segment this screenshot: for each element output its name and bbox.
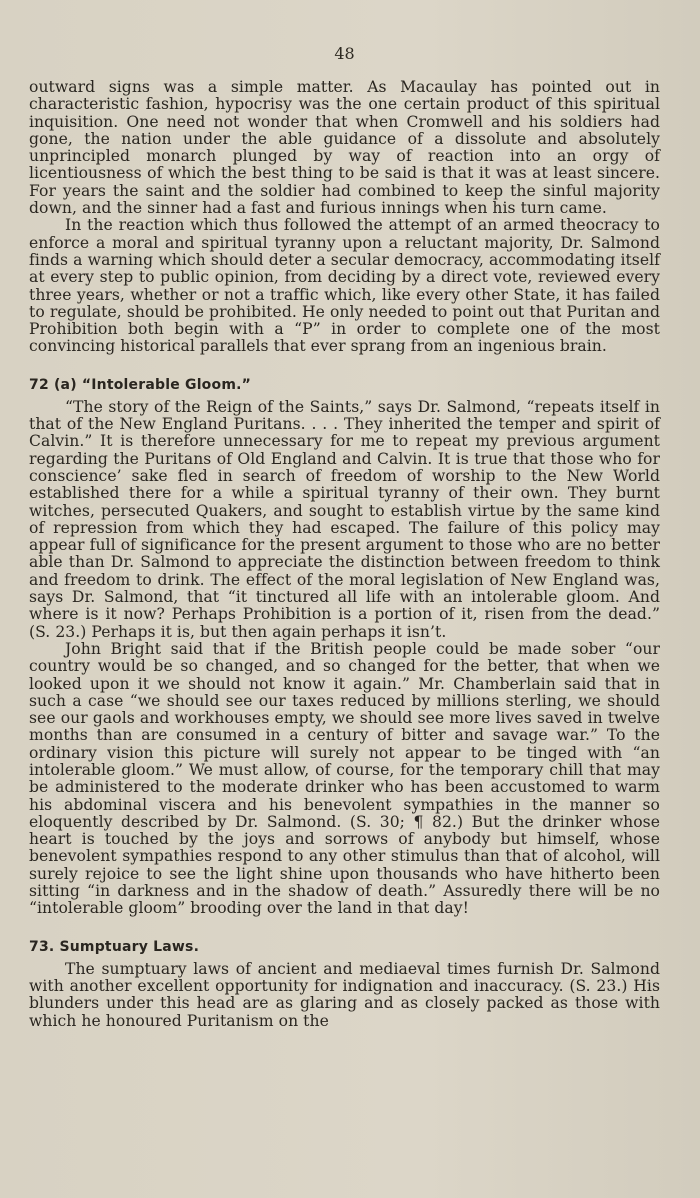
- paragraph-new-england: “The story of the Reign of the Saints,” says Dr. Salmond, “repeats itself in that of the New England Puritans. . . . They inherited the temper and spirit of Calvin.” It is therefore unnecessary for me to repeat my previous argument regarding the Puritans of Old England and Calvin. It is true that those who for conscience’ sake fled in search of freedom of worship to the New World established there for a while a spiritual tyranny of their own. They burnt witches, persecuted Quakers, and sought to establish virtue by the same kind of repression from which they had escaped. The failure of this policy may appear full of significance for the present argument to those who are no better able than Dr. Salmond to appreciate the distinction between freedom to think and freedom to drink. The effect of the moral legislation of New England was, says Dr. Salmond, that “it tinctured all life with an intolerable gloom. And where is it now? Perhaps Prohibition is a portion of it, risen from the dead.” (S. 23.) Perhaps it is, but then again perhaps it isn’t.: [29, 397, 660, 641]
- section-73-heading: 73. Sumptuary Laws.: [29, 938, 200, 955]
- paragraph-sumptuary: The sumptuary laws of ancient and mediaeval times furnish Dr. Salmond with another excellent opportunity for indignation and inaccuracy. (S. 23.) His blunders under this head are as glaring and as closely packed as those with which he honoured Puritanism on the: [29, 959, 660, 1030]
- paragraph-john-bright: John Bright said that if the British people could be made sober “our country would be so changed, and so changed for the better, that when we looked upon it we should not know it again.” Mr. Chamberlain said that in such a case “we should see our taxes reduced by millions sterling, we should see our gaols and workhouses empty, we should see more lives saved in twelve months than are consumed in a century of bitter and savage war.” To the ordinary vision this picture will surely not appear to be tinged with “an intolerable gloom.” We must allow, of course, for the temporary chill that may be administered to the moderate drinker who has been accustomed to warm his abdominal viscera and his benevolent sympathies in the manner so eloquently described by Dr. Salmond. (S. 30; ¶ 82.) But the drinker whose heart is touched by the joys and sorrows of anybody but himself, whose benevolent sympathies respond to any other stimulus than that of alcohol, will surely rejoice to see the light shine upon thousands who have hitherto been sitting “in darkness and in the shadow of death.” Assuredly there will be no “intolerable gloom” brooding over the land in that day!: [29, 639, 660, 918]
- page-number: 48: [334, 44, 355, 63]
- paragraph-continued: outward signs was a simple matter. As Macaulay has pointed out in characteristic fashion, hypocrisy was the one certain product of this spiritual inquisition. One need not wonder that when Cromwell and his soldiers had gone, the nation under the able guidance of a dissolute and absolutely unprincipled monarch plunged by way of reaction into an orgy of licentiousness of which the best thing to be said is that it was at least sincere. For years the saint and the soldier had combined to keep the sinful majority down, and the sinner had a fast and furious innings when his turn came.: [29, 78, 660, 218]
- section-72-heading: 72 (a) “Intolerable Gloom.”: [29, 376, 252, 393]
- paragraph-reaction: In the reaction which thus followed the attempt of an armed theocracy to enforce a moral and spiritual tyranny upon a reluctant majority, Dr. Salmond finds a warning which should deter a secular democracy, accommodating itself at every step to public opinion, from deciding by a direct vote, reviewed every three years, whether or not a traffic which, like every other State, it has failed to regulate, should be prohibited. He only needed to point out that Puritan and Prohibition both begin with a “P” in order to complete one of the most convincing historical parallels that ever sprang from an ingenious brain.: [29, 216, 660, 356]
